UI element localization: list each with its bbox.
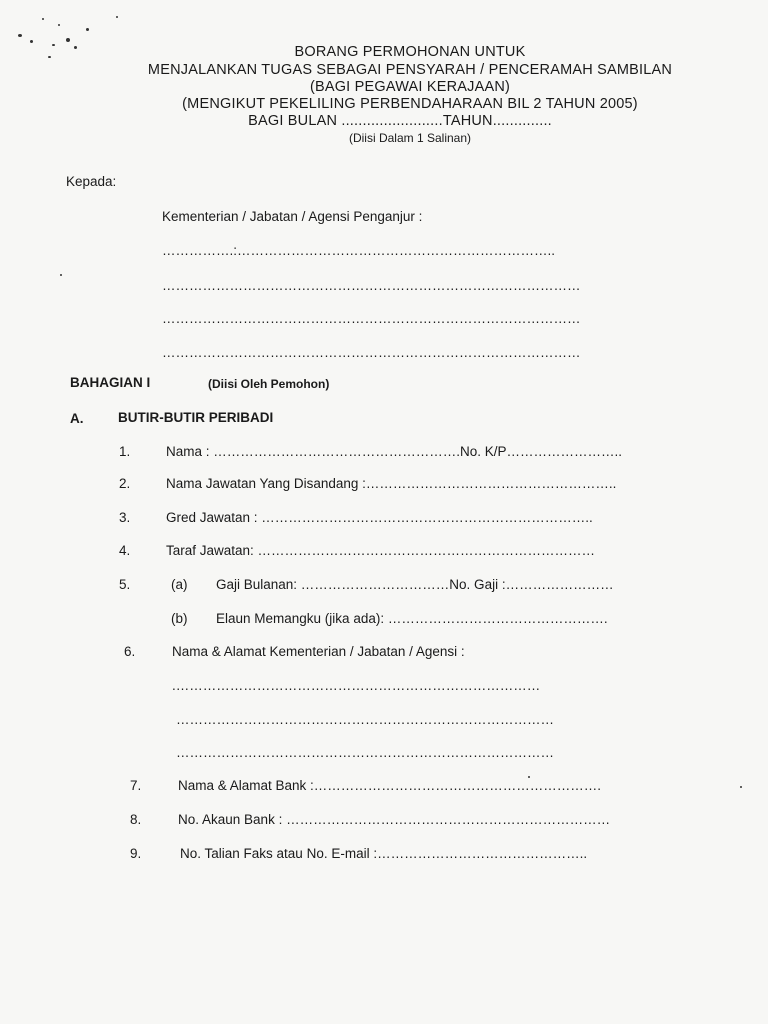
field-8-number: 8. xyxy=(130,812,142,827)
field-acting-allowance[interactable]: Elaun Memangku (jika ada): …………………………………………. xyxy=(216,611,608,626)
form-title-line-1: BORANG PERMOHONAN UNTUK xyxy=(294,44,526,60)
field-bank-address[interactable]: Nama & Alamat Bank :………………………………………………………. xyxy=(178,778,602,793)
field-monthly-salary[interactable]: Gaji Bulanan: ……………………………No. Gaji :…………………… xyxy=(216,577,614,592)
field-position-title[interactable]: Nama Jawatan Yang Disandang :……………………………………………….. xyxy=(166,476,617,491)
field-1-number: 1. xyxy=(119,444,131,459)
field-6-number: 6. xyxy=(124,644,136,659)
field-4-number: 4. xyxy=(119,543,131,558)
field-fax-or-email[interactable]: No. Talian Faks atau No. E-mail :……………………………………….. xyxy=(180,846,588,861)
organizer-label: Kementerian / Jabatan / Agensi Penganjur : xyxy=(162,209,423,224)
field-ministry-address-line-2[interactable]: ………………………………………………………………………… xyxy=(176,712,554,727)
organizer-line-2[interactable]: ………………………………………………………………………………… xyxy=(162,278,581,293)
field-5b-letter: (b) xyxy=(171,611,188,626)
field-2-number: 2. xyxy=(119,476,131,491)
field-bank-account[interactable]: No. Akaun Bank : ……………………………………………………………… xyxy=(178,812,611,827)
field-grade[interactable]: Gred Jawatan : ……………………………………………………………….. xyxy=(166,510,593,525)
field-3-number: 3. xyxy=(119,510,131,525)
form-title-line-3: (BAGI PEGAWAI KERAJAAN) xyxy=(309,79,511,95)
month-year-line: BAGI BULAN ........................TAHUN.............. xyxy=(248,113,552,129)
field-position-status[interactable]: Taraf Jawatan: ………………………………………………………………… xyxy=(166,543,596,558)
field-5a-letter: (a) xyxy=(171,577,188,592)
copies-note: (Diisi Dalam 1 Salinan) xyxy=(348,131,472,145)
subsection-title: BUTIR-BUTIR PERIBADI xyxy=(118,410,274,425)
field-9-number: 9. xyxy=(130,846,142,861)
field-5-number: 5. xyxy=(119,577,131,592)
kepada-label: Kepada: xyxy=(66,174,117,189)
field-ministry-address-line-3[interactable]: ………………………………………………………………………… xyxy=(176,745,554,760)
organizer-line-3[interactable]: ………………………………………………………………………………… xyxy=(162,311,581,326)
organizer-line-4[interactable]: ………………………………………………………………………………… xyxy=(162,345,581,360)
field-name-and-ic[interactable]: Nama : ……………………………………………….No. K/P…………………….. xyxy=(166,444,623,459)
form-title-line-2: MENJALANKAN TUGAS SEBAGAI PENSYARAH / PENCERAMAH SAMBILAN xyxy=(147,62,673,78)
field-7-number: 7. xyxy=(130,778,142,793)
subsection-letter: A. xyxy=(70,411,84,426)
form-title-line-4: (MENGIKUT PEKELILING PERBENDAHARAAN BIL 2 TAHUN 2005) xyxy=(182,96,638,112)
field-ministry-address-label: Nama & Alamat Kementerian / Jabatan / Agensi : xyxy=(172,644,465,659)
section-note: (Diisi Oleh Pemohon) xyxy=(208,377,330,391)
section-title: BAHAGIAN I xyxy=(70,375,151,390)
field-ministry-address-line-1[interactable]: .……………………………………………………………………… xyxy=(172,678,541,693)
organizer-line-1[interactable]: …………….:…………………………………………………………….. xyxy=(162,243,556,258)
